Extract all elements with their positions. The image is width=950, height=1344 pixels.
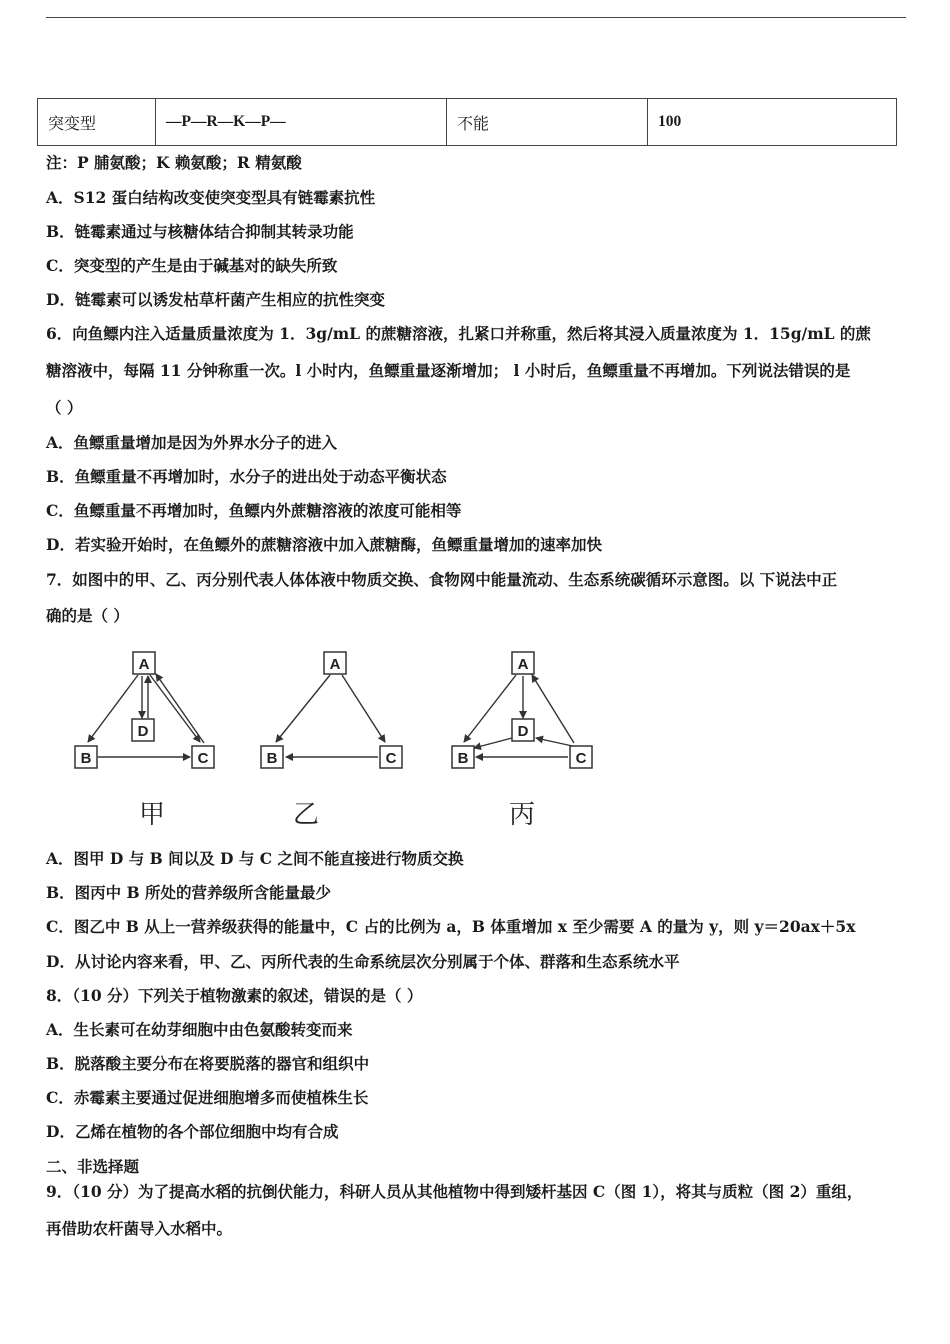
table-row — [38, 99, 897, 146]
arrow-c-to-a — [532, 675, 574, 743]
text-line: 6．向鱼鳔内注入适量质量浓度为 1．3g/mL 的蔗糖溶液，扎紧口并称重，然后将其浸入质量浓度为 1．15g/mL 的蔗 — [46, 324, 871, 343]
text-line: C．图乙中 B 从上一营养级获得的能量中，C 占的比例为 a，B 体重增加 x 至少需要 A 的量为 y，则 y＝20ax＋5x — [46, 917, 856, 936]
node-label-b: B — [266, 750, 278, 767]
text-line: B．脱落酸主要分布在将要脱落的器官和组织中 — [46, 1054, 370, 1073]
text-line: （ ） — [46, 398, 83, 417]
table-cell: 不能 — [447, 99, 648, 146]
table-cell: 100 — [648, 99, 897, 146]
arrow-c-to-a — [156, 674, 204, 743]
text-line: C．赤霉素主要通过促进细胞增多而使植株生长 — [46, 1088, 369, 1107]
node-label-a: A — [329, 656, 341, 673]
node-label-c: C — [385, 750, 397, 767]
mutant-table — [37, 98, 897, 146]
arrow-a-to-b — [276, 675, 330, 742]
text-line: B．鱼鳔重量不再增加时，水分子的进出处于动态平衡状态 — [46, 467, 447, 486]
text-line: B．链霉素通过与核糖体结合抑制其转录功能 — [46, 222, 354, 241]
text-line: D．乙烯在植物的各个部位细胞中均有合成 — [46, 1122, 339, 1141]
text-line: 9．（10 分）为了提高水稻的抗倒伏能力，科研人员从其他植物中得到矮杆基因 C（图 1），将其与质粒（图 2）重组， — [46, 1182, 863, 1201]
text-line: 注：P 脯氨酸；K 赖氨酸；R 精氨酸 — [46, 153, 302, 172]
text-line: 确的是（ ） — [46, 606, 129, 625]
node-label-b: B — [80, 750, 92, 767]
node-label-c: C — [575, 750, 587, 767]
caption-yi: 乙 — [292, 800, 320, 830]
node-label-c: C — [197, 750, 209, 767]
header-rule — [46, 17, 906, 18]
arrow-d-to-b — [474, 738, 512, 748]
text-line: C．鱼鳔重量不再增加时，鱼鳔内外蔗糖溶液的浓度可能相等 — [46, 501, 462, 520]
text-line: A．S12 蛋白结构改变使突变型具有链霉素抗性 — [46, 188, 376, 207]
table-cell: —P—R—K—P— — [156, 99, 447, 146]
text-line: B．图丙中 B 所处的营养级所含能量最少 — [46, 883, 331, 902]
node-label-a: A — [517, 656, 529, 673]
text-line: 二、非选择题 — [46, 1157, 140, 1176]
arrow-a-to-c — [150, 675, 200, 742]
text-line: C．突变型的产生是由于碱基对的缺失所致 — [46, 256, 338, 275]
text-line: A．图甲 D 与 B 间以及 D 与 C 之间不能直接进行物质交换 — [46, 849, 464, 868]
text-line: D．链霉素可以诱发枯草杆菌产生相应的抗性突变 — [46, 290, 385, 309]
text-line: 糖溶液中，每隔 11 分钟称重一次。l 小时内，鱼鳔重量逐渐增加； l 小时后，鱼鳔重量不再增加。下列说法错误的是 — [46, 361, 851, 380]
text-line: 8．（10 分）下列关于植物激素的叙述，错误的是（ ） — [46, 986, 423, 1005]
arrow-a-to-c — [342, 675, 385, 742]
table-cell: 突变型 — [38, 99, 156, 146]
text-line: D．若实验开始时，在鱼鳔外的蔗糖溶液中加入蔗糖酶，鱼鳔重量增加的速率加快 — [46, 535, 602, 554]
text-line: 7．如图中的甲、乙、丙分别代表人体体液中物质交换、食物网中能量流动、生态系统碳循环示意图。以 下说法中正 — [46, 570, 838, 589]
text-line: 再借助农杆菌导入水稻中。 — [46, 1219, 233, 1238]
arrow-a-to-b — [464, 675, 516, 742]
text-line: A．生长素可在幼芽细胞中由色氨酸转变而来 — [46, 1020, 353, 1039]
text-line: A．鱼鳔重量增加是因为外界水分子的进入 — [46, 433, 338, 452]
node-label-a: A — [138, 656, 150, 673]
diagram-figure — [60, 640, 620, 840]
arrow-a-to-b — [88, 675, 138, 742]
text-line: D．从讨论内容来看，甲、乙、丙所代表的生命系统层次分别属于个体、群落和生态系统水平 — [46, 952, 680, 971]
node-label-b: B — [457, 750, 469, 767]
node-label-d: D — [137, 723, 149, 740]
caption-jia: 甲 — [138, 800, 166, 830]
caption-bing: 丙 — [508, 800, 536, 830]
node-label-d: D — [517, 723, 529, 740]
